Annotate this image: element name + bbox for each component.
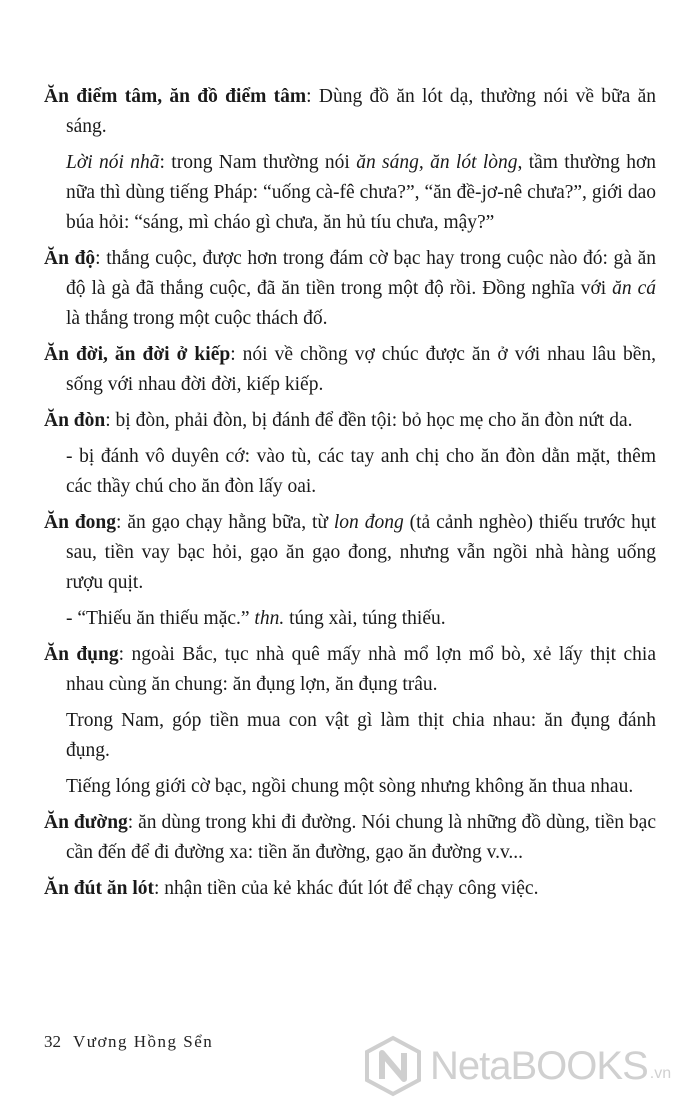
definition-part: (tả cảnh nghèo) thiếu trước hụt sau, tiền vay bạc hỏi, gạo ăn gạo đong, nhưng vẫn ngồi nhà hàng uống rượu quịt. xyxy=(66,512,656,593)
italic-term: thn. xyxy=(254,608,285,629)
entry-an-doi xyxy=(44,340,656,400)
headword: Ăn đút ăn lót xyxy=(44,878,154,899)
headword: Ăn độ xyxy=(44,248,96,269)
definition: : nhận tiền của kẻ khác đút lót để chạy công việc. xyxy=(154,878,539,899)
entry-an-diem-tam xyxy=(44,82,656,142)
definition: : ngoài Bắc, tục nhà quê mấy nhà mổ lợn mổ bò, xẻ lấy thịt chia nhau cùng ăn chung: ăn đụng lợn, ăn đụng trâu. xyxy=(66,644,656,695)
entry-an-don xyxy=(44,406,656,436)
entry-continuation xyxy=(44,148,656,238)
entry-continuation: Tiếng lóng giới cờ bạc, ngồi chung một sòng nhưng không ăn thua nhau. xyxy=(66,776,634,797)
italic-term: Lời nói nhã xyxy=(66,152,160,173)
headword: Ăn đường xyxy=(44,812,128,833)
entry-an-dong xyxy=(44,508,656,598)
page-body xyxy=(44,82,656,910)
definition-part: : thắng cuộc, được hơn trong đám cờ bạc hay trong cuộc nào đó: gà ăn độ là gà đã thắng cuộc, đã ăn tiền trong một độ rồi. Đồng nghĩa với xyxy=(66,248,657,299)
netabooks-logo-icon xyxy=(362,1035,424,1097)
entry-an-do xyxy=(44,244,656,334)
italic-term: ăn sáng, ăn lót lòng xyxy=(356,152,518,173)
definition: : bị đòn, phải đòn, bị đánh để đền tội: bỏ học mẹ cho ăn đòn nứt da. xyxy=(105,410,633,431)
watermark-brand: NetaBOOKS xyxy=(430,1043,648,1088)
author-name: Vương Hồng Sển xyxy=(73,1032,214,1051)
definition-part: - “Thiếu ăn thiếu mặc.” xyxy=(66,608,255,629)
definition-part: túng xài, túng thiếu. xyxy=(284,608,446,629)
entry-continuation: Trong Nam, góp tiền mua con vật gì làm thịt chia nhau: ăn đụng đánh đụng. xyxy=(66,710,656,761)
entry-continuation: - bị đánh vô duyên cớ: vào tù, các tay anh chị cho ăn đòn dằn mặt, thêm các thầy chú cho ăn đòn lấy oai. xyxy=(66,446,656,497)
headword: Ăn đong xyxy=(44,512,117,533)
page-footer xyxy=(44,1032,213,1052)
definition: : nói về chồng vợ chúc được ăn ở với nhau lâu bền, sống với nhau đời đời, kiếp kiếp. xyxy=(66,344,656,395)
headword: Ăn đời, ăn đời ở kiếp xyxy=(44,344,231,365)
italic-term: lon đong xyxy=(333,512,404,533)
definition-part: : trong Nam thường nói xyxy=(159,152,357,173)
watermark xyxy=(362,1026,698,1106)
entry-an-duong xyxy=(44,808,656,868)
watermark-suffix: .vn xyxy=(649,1065,672,1082)
headword: Ăn đòn xyxy=(44,410,106,431)
definition: : ăn dùng trong khi đi đường. Nói chung là những đồ dùng, tiền bạc cần đến để đi đường xa: tiền ăn đường, gạo ăn đường v.v... xyxy=(66,812,656,863)
definition-part: là thắng trong một cuộc thách đố. xyxy=(66,308,328,329)
italic-term: ăn cá xyxy=(612,278,657,299)
entry-an-dut-an-lot xyxy=(44,874,656,904)
entry-continuation xyxy=(44,604,656,634)
definition-part: , tầm thường hơn nữa thì dùng tiếng Pháp: “uống cà-fê chưa?”, “ăn đề-jơ-nê chưa?”, giới dao búa hỏi: “sáng, mì cháo gì chưa, ăn hủ tíu chưa, mậy?” xyxy=(66,152,657,233)
headword: Ăn điểm tâm, ăn đồ điểm tâm xyxy=(44,86,307,107)
entry-an-dung xyxy=(44,640,656,700)
definition: : Dùng đồ ăn lót dạ, thường nói về bữa ăn sáng. xyxy=(66,86,656,137)
page-number: 32 xyxy=(44,1032,61,1051)
definition-part: : ăn gạo chạy hằng bữa, từ xyxy=(116,512,334,533)
headword: Ăn đụng xyxy=(44,644,119,665)
